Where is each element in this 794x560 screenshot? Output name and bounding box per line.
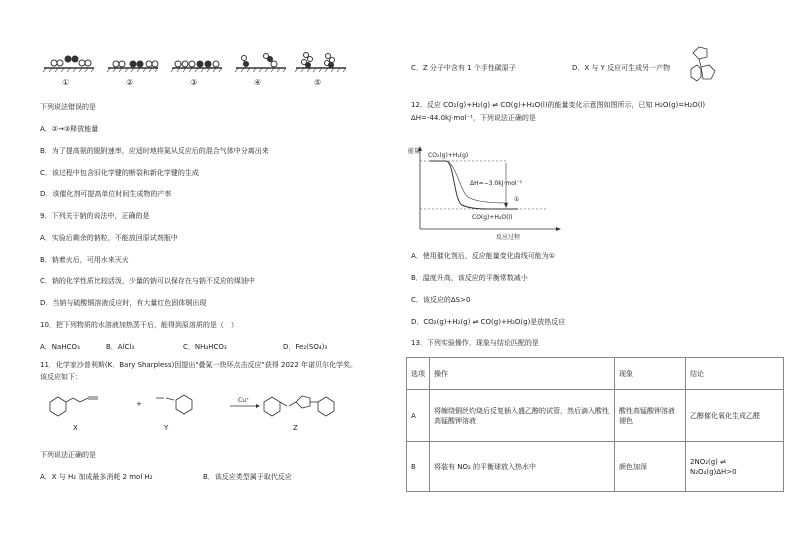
q8-stem: 下列说法错误的是 [40,103,96,111]
figure-label: ③ [190,78,198,87]
catalysis-figures [40,50,350,92]
q12-option-d: D．CO₂(g)+H₂(g) ⇌ CO(g)+H₂O(g)是放热反应 [411,318,566,326]
table-row [407,390,784,442]
row-a-conclusion: 乙醇催化氧化生成乙醛 [686,390,784,442]
q10-option-b: B．AlCl₃ [106,343,135,351]
compound-y-label: Y [164,424,169,432]
row-b-conclusion-line2: N₂O₄(g)ΔH>0 [690,467,737,476]
reaction-structures [40,388,360,434]
q12-stem-line2: ΔH=-44.0kJ·mol⁻¹，下列说法正确的是 [411,114,536,122]
q8-option-d: D．该催化剂可提高单位时间生成物的产率 [40,190,172,198]
q11-option-c: C．Z 分子中含有 1 个手性碳原子 [411,64,516,72]
q8-option-b: B．为了提高氨的脱附速率，应适时地将氮从反应后的混合气体中分离出来 [40,147,269,155]
row-b-option: B [407,442,430,492]
q12-option-b: B．温度升高，该反应的平衡常数减小 [411,274,528,282]
row-a-option: A [407,390,430,442]
q12-option-c: C．该反应的ΔS>0 [411,296,471,304]
q8-option-c: C．该过程中包含旧化学键的断裂和新化学键的生成 [40,169,199,177]
q11-question: 下列说法正确的是 [40,451,96,459]
figure-2 [106,50,162,92]
q11-option-d: D．X 与 Y 反应可生成另一产物 [572,64,671,72]
q10-option-d: D．Fe₂(SO₄)₃ [283,343,328,351]
figure-label: ① [62,78,70,87]
alternative-product-structure [683,43,738,88]
q11-option-a: A．X 与 H₂ 加成最多消耗 2 mol H₂ [40,473,153,481]
process-axis-label: 反应过程 [496,234,521,241]
plus-sign: + [136,400,142,408]
q9-stem: 9．下列关于钠的说法中，正确的是 [40,212,150,220]
q8-option-a: A．②→③释放能量 [40,125,99,133]
q12-stem-line1: 12．反应 CO₂(g)+H₂(g) ⇌ CO(g)+H₂O(l)的能量变化示意图如图所示，已知 H₂O(g)=H₂O(l) [411,101,706,109]
figure-label: ② [126,78,134,87]
product-level-label: CO(g)+H₂O(l) [472,214,513,221]
q13-table [406,357,784,492]
header-operation: 操作 [430,358,615,390]
reactant-level-label: CO₂(g)+H₂(g) [428,152,469,159]
catalyst-label: Cu⁺ [238,397,250,404]
row-a-operation: 将缠绕铜丝灼烧后反复插入盛乙醇的试管，然后滴入酸性高锰酸钾溶液 [430,390,615,442]
compound-z-label: Z [293,424,298,432]
figure-1 [42,50,98,92]
row-b-phenomenon: 颜色加深 [615,442,686,492]
delta-h-label: ΔH=−3.0kJ·mol⁻¹ [470,180,523,187]
figure-label: ④ [254,78,262,87]
header-option: 选项 [407,358,430,390]
row-b-operation: 将装有 NO₂ 的平衡球放入热水中 [430,442,615,492]
q11-stem-line1: 11．化学家沙普利斯(K．Bary Sharpless)因提出"叠氮一炔环点击反应"获得 2022 年诺贝尔化学奖。 [40,361,358,369]
q11-stem-line2: 该反应如下： [40,373,82,381]
table-row [407,442,784,492]
energy-axis-label: 能量 [408,148,421,155]
figure-3 [170,50,226,92]
row-b-conclusion [686,442,784,492]
figure-label: ⑤ [314,78,322,87]
q9-option-a: A．实验后剩余的钠粒，不能放回原试剂瓶中 [40,234,178,242]
q10-stem: 10．把下列物质的水溶液加热蒸干后，能得到原溶质的是（ ） [40,321,238,329]
q11-option-b: B．该反应类型属于取代反应 [203,473,292,481]
row-b-conclusion-line1: 2NO₂(g) ⇌ [690,457,727,466]
q10-option-c: C．NH₄HCO₃ [183,343,227,351]
q10-option-a: A．NaHCO₃ [40,343,80,351]
q9-option-b: B．钠着火后，可用水来灭火 [40,256,129,264]
energy-diagram [408,143,573,251]
compound-x-label: X [73,424,78,432]
table-header-row [407,358,784,390]
q11-reaction-scheme [40,388,360,434]
q9-option-c: C．钠的化学性质比较活泼，少量的钠可以保存在与钠不反应的煤油中 [40,277,255,285]
row-a-phenomenon: 酸性高锰酸钾溶液褪色 [615,390,686,442]
q9-option-d: D．当钠与硫酸铜溶液反应时，有大量红色固体铜出现 [40,299,207,307]
figure-4 [234,50,290,92]
q13-stem: 13．下列实验操作，现象与结论匹配的是 [411,339,539,347]
header-conclusion: 结论 [686,358,784,390]
figure-5 [294,50,350,92]
q12-option-a: A．使用催化剂后，反应能量变化曲线可能为① [411,252,556,260]
header-phenomenon: 现象 [615,358,686,390]
curve-1-label: ① [514,196,520,203]
